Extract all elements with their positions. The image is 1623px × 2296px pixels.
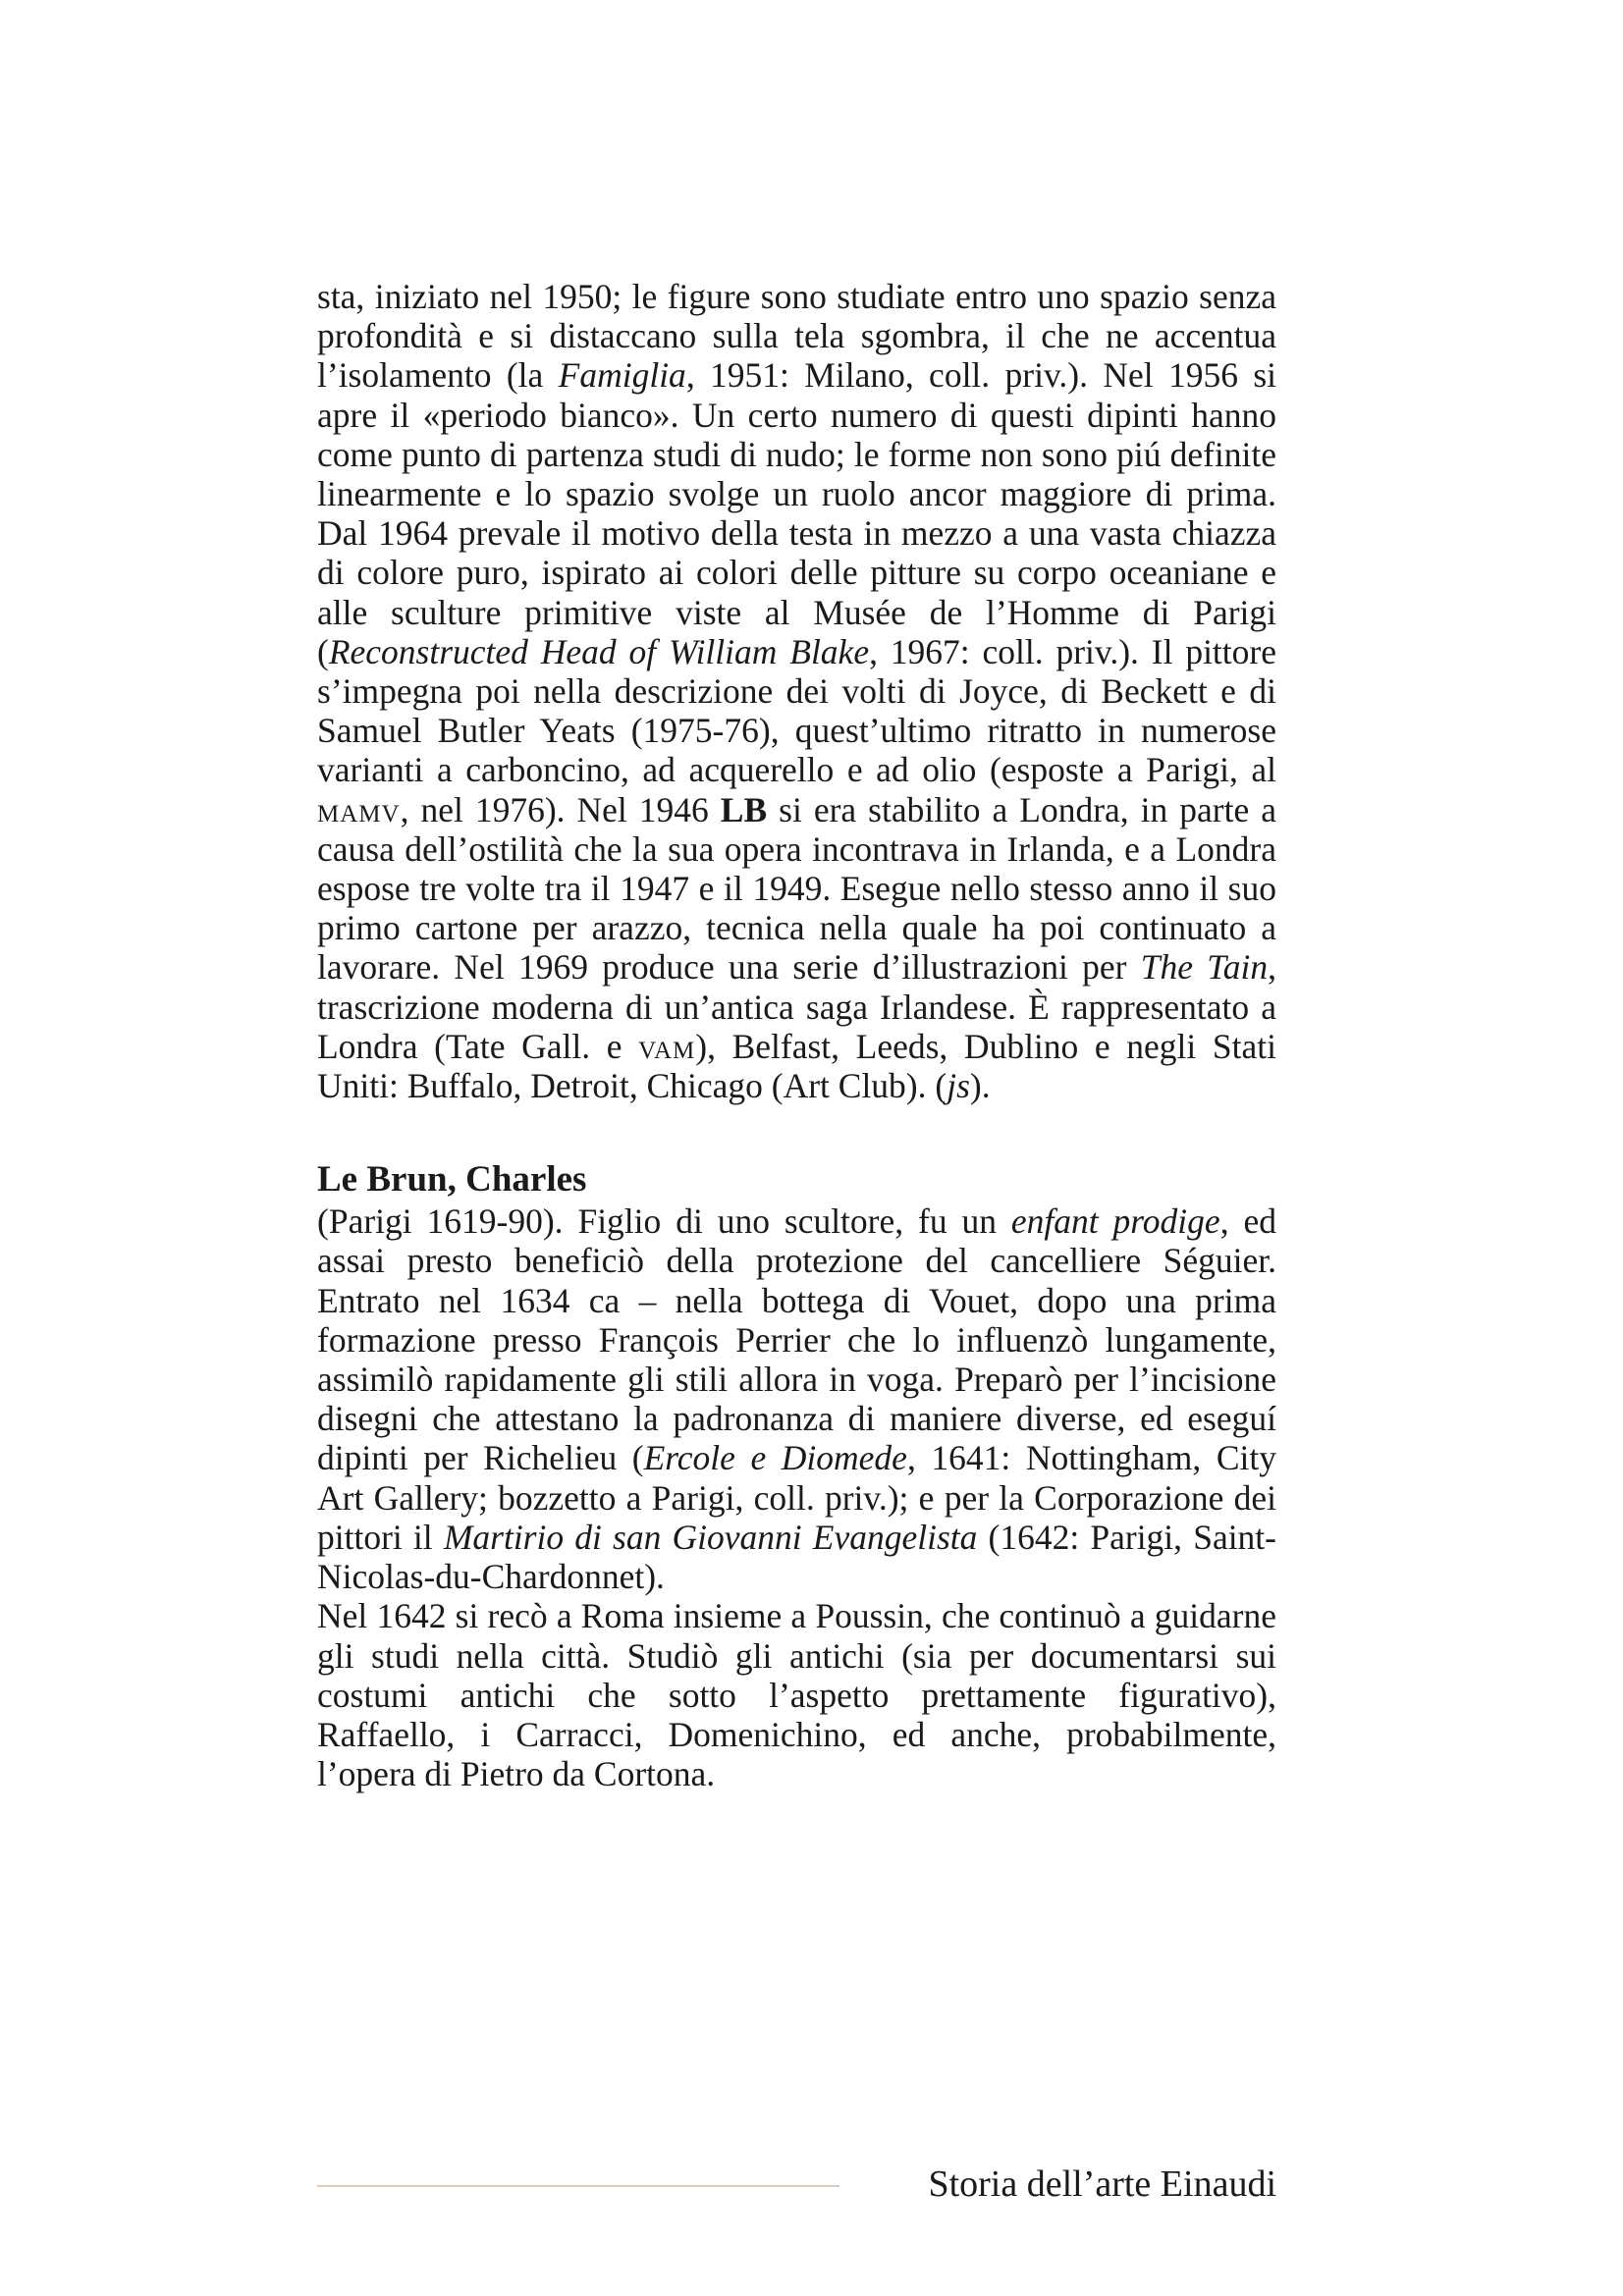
text-run: , trascrizione moderna di un’antica saga Irlandese. È rappresentato a Londra (Tate Gall. e [317,947,1276,1066]
entry-heading: Le Brun, Charles [317,1159,587,1201]
small-caps-abbr: mamv [317,789,401,829]
italic-title: The Tain [1140,947,1269,988]
bold-abbr: LB [720,789,768,829]
italic-title: Martirio di san Giovanni Evangelista [443,1517,978,1557]
text-run: sta, iniziato nel 1950; le figure sono studiate entro uno spazio senza profondità e si distaccano sulla tela sgombra, il che ne accentua l’isolamento (la [317,277,1276,396]
text-run: ), Belfast, Leeds, Dublino e negli Stati Uniti: Buffalo, Detroit, Chicago (Art Club). ( [317,1026,1276,1106]
text-run: , nel 1976). Nel 1946 [400,789,721,829]
italic-title: Famiglia [558,355,686,396]
italic-title: Ercole e Diomede [643,1438,907,1478]
footer-title: Storia dell’arte Einaudi [928,2163,1276,2205]
page-footer [317,2160,1276,2209]
italic-term: enfant prodige [1010,1201,1220,1242]
continued-entry-paragraph [317,277,1276,1105]
text-run: ). [969,1066,991,1106]
text-run: , ed assai presto beneficiò della protezione del cancelliere Séguier. Entrato nel 1634 ca – nella bottega di Vouet, dopo una prima formazione presso François Perrier che lo influenzò lungamente, assimilò rapidamente gli stili allora in voga. Preparò per l’incisione disegni che attestano la padronanza di maniere diverse, ed eseguí dipinti per Richelieu ( [317,1201,1276,1478]
text-run: , 1641: Nottingham, City Art Gallery; bozzetto a Parigi, coll. priv.); e per la Corporazione dei pittori il [317,1438,1277,1557]
small-caps-abbr: vam [638,1026,696,1066]
italic-title: Reconstructed Head of William Blake [328,631,870,671]
author-initials: js [947,1066,970,1106]
entry-paragraph-2: Nel 1642 si recò a Roma insieme a Poussin, che continuò a guidarne gli studi nella città. Studiò gli antichi (sia per documentarsi sui costumi antichi che sotto l’aspetto prettamente figurativo), Raffaello, i Carracci, Domenichino, ed anche, probabilmente, l’opera di Pietro da Cortona. [317,1596,1276,1794]
footer-divider [317,2185,839,2187]
text-run: , 1967: coll. priv.). Il pittore s’impegna poi nella descrizione dei volti di Joyce, di Beckett e di Samuel Butler Yeats (1975-76), quest’ultimo ritratto in numerose varianti a carboncino, ad acquerello e ad olio (esposte a Parigi, al [317,631,1276,790]
text-run: si era stabilito a Londra, in parte a causa dell’ostilità che la sua opera incontrava in Irlanda, e a Londra espose tre volte tra il 1947 e il 1949. Esegue nello stesso anno il suo primo cartone per arazzo, tecnica nella quale ha poi continuato a lavorare. Nel 1969 produce una serie d’illustrazioni per [317,789,1276,988]
entry-paragraph-1 [317,1201,1276,1596]
text-run: (Parigi 1619-90). Figlio di uno scultore, fu un [317,1201,1011,1242]
page-body [317,277,1276,1793]
text-run: , 1951: Milano, coll. priv.). Nel 1956 si apre il «periodo bianco». Un certo numero di questi dipinti hanno come punto di partenza studi di nudo; le forme non sono piú definite linearmente e lo spazio svolge un ruolo ancor maggiore di prima. Dal 1964 prevale il motivo della testa in mezzo a una vasta chiazza di colore puro, ispirato ai colori delle pitture su corpo oceaniane e alle sculture primitive viste al Musée de l’Homme di Parigi ( [317,355,1276,671]
text-run: (1642: Parigi, Saint-Nicolas-du-Chardonnet). [317,1517,1276,1597]
